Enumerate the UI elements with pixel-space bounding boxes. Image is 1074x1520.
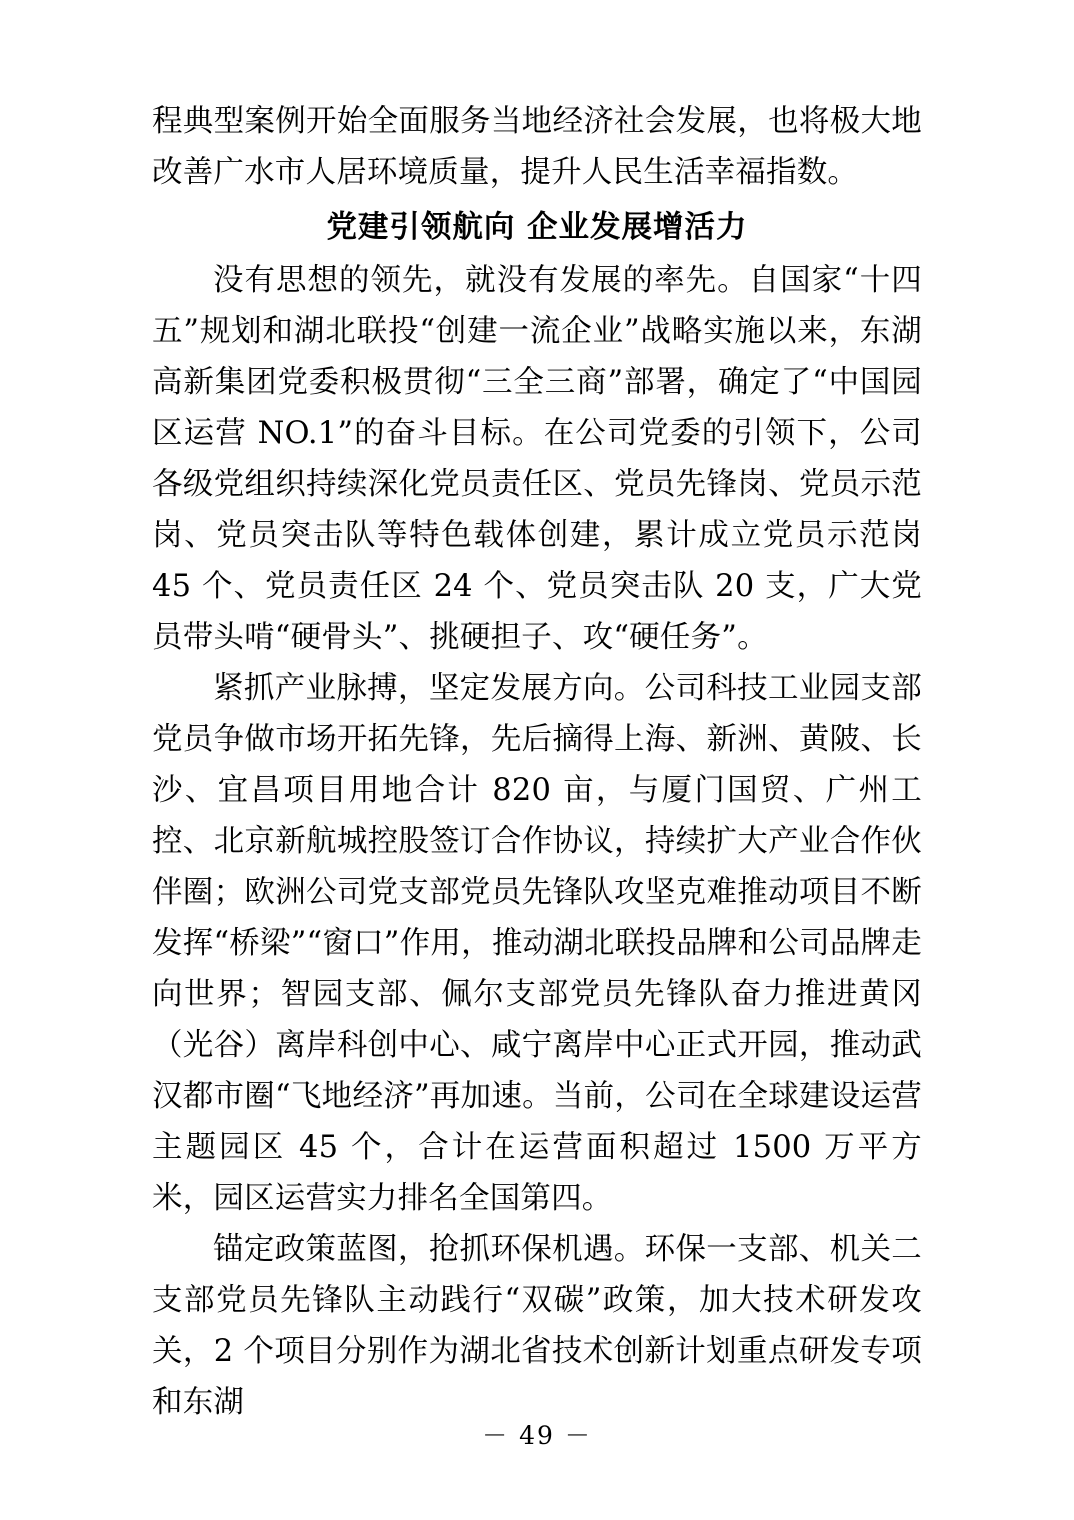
paragraph-continuation: 程典型案例开始全面服务当地经济社会发展，也将极大地改善广水市人居环境质量，提升人民生活幸福指数。 [152, 104, 922, 190]
page-number: － 49 － [482, 1421, 592, 1450]
page-content [152, 96, 922, 1428]
section-heading: 党建引领航向 企业发展增活力 [326, 209, 748, 245]
paragraph-1: 没有思想的领先，就没有发展的率先。自国家“十四五”规划和湖北联投“创建一流企业”战略实施以来，东湖高新集团党委积极贯彻“三全三商”部署，确定了“中国园区运营 NO.1”的奋斗目标。在公司党委的引领下，公司各级党组织持续深化党员责任区、党员先锋岗、党员示范岗、党员突击队等特色载体创建，累计成立党员示范岗 45 个、党员责任区 24 个、党员突击队 20 支，广大党员带头啃“硬骨头”、挑硬担子、攻“硬任务”。 [152, 263, 922, 655]
paragraph-3: 锚定政策蓝图，抢抓环保机遇。环保一支部、机关二支部党员先锋队主动践行“双碳”政策，加大技术研发攻关，2 个项目分别作为湖北省技术创新计划重点研发专项和东湖 [152, 1232, 922, 1420]
paragraph-2: 紧抓产业脉搏，坚定发展方向。公司科技工业园支部党员争做市场开拓先锋，先后摘得上海、新洲、黄陂、长沙、宜昌项目用地合计 820 亩，与厦门国贸、广州工控、北京新航城控股签订合作协议，持续扩大产业合作伙伴圈；欧洲公司党支部党员先锋队攻坚克难推动项目不断发挥“桥梁”“窗口”作用，推动湖北联投品牌和公司品牌走向世界；智园支部、佩尔支部党员先锋队奋力推进黄冈（光谷）离岸科创中心、咸宁离岸中心正式开园，推动武汉都市圈“飞地经济”再加速。当前，公司在全球建设运营主题园区 45 个，合计在运营面积超过 1500 万平方米，园区运营实力排名全国第四。 [152, 671, 922, 1216]
